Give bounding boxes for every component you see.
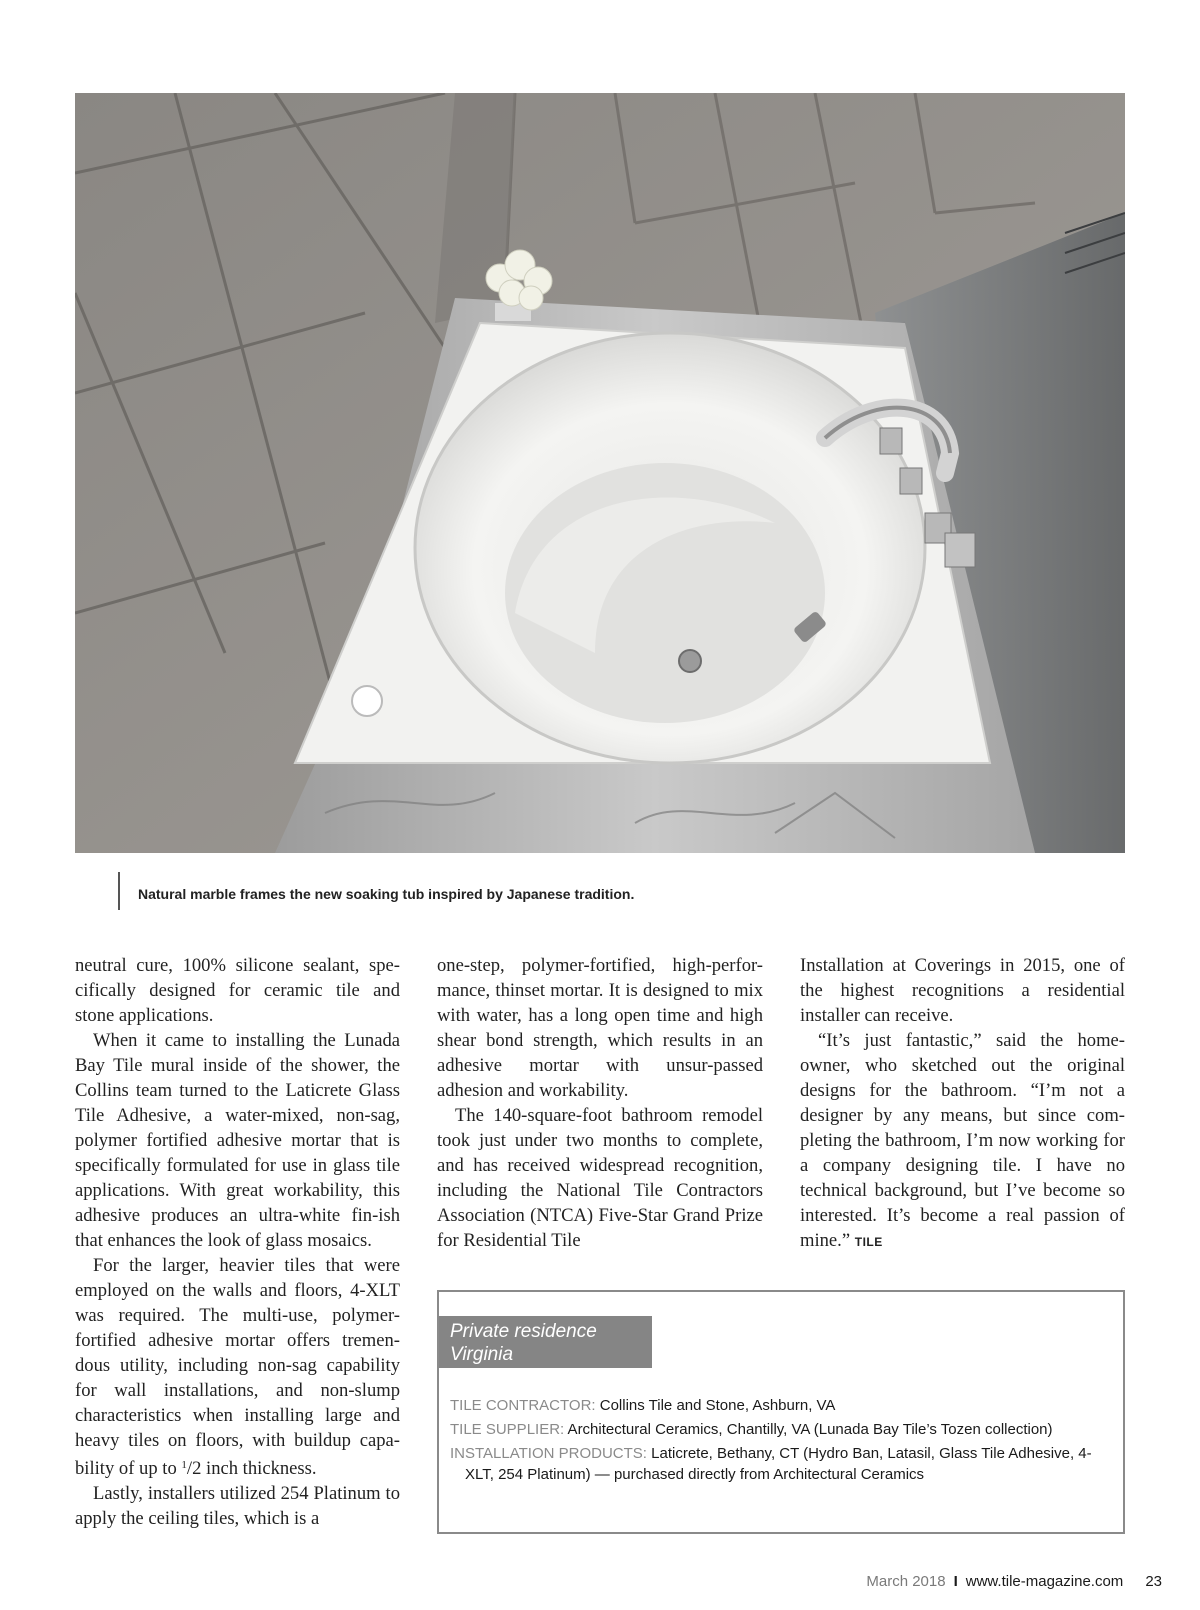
credit-item bbox=[450, 1443, 1110, 1485]
paragraph: The 140-square-foot bathroom remodel took just under two months to complete, and has received widespread recognition, including the National Tile Contractors Association (NTCA) Five-Star Grand Prize for Residential Tile bbox=[437, 1105, 763, 1251]
credit-label: TILE CONTRACTOR: bbox=[450, 1397, 596, 1414]
photo-caption: Natural marble frames the new soaking tub inspired by Japanese tradition. bbox=[118, 872, 634, 910]
paragraph-text: For the larger, heavier tiles that were employed on the walls and floors, 4-XLT was required. The multi-use, polymer-fortified adhesive mortar offers tremen-dous utility, including non-sag capability for wall installations, and non-slump characteristics when installing large and heavy tiles on floors, with buildup capa-bility of up to bbox=[75, 1255, 400, 1479]
heading-line-1: Private residence bbox=[450, 1321, 597, 1342]
issue-date: March 2018 bbox=[866, 1573, 946, 1590]
page-footer bbox=[866, 1573, 1162, 1590]
paragraph: one-step, polymer-fortified, high-perfor-mance, thinset mortar. It is designed to mix with water, has a long open time and high shear bond strength, which results in an adhesive mortar with unsur-passed adhesion and workability. bbox=[437, 955, 763, 1101]
project-credits-box bbox=[437, 1290, 1125, 1534]
credit-item bbox=[450, 1395, 1110, 1416]
end-mark: TILE bbox=[854, 1235, 883, 1249]
credits-list bbox=[450, 1395, 1110, 1488]
fraction-denominator: /2 bbox=[186, 1458, 202, 1479]
credit-item bbox=[450, 1419, 1110, 1440]
paragraph bbox=[75, 1253, 400, 1481]
soaking-tub-illustration bbox=[75, 93, 1125, 853]
footer-separator: I bbox=[953, 1573, 958, 1590]
paragraph: When it came to installing the Lunada Bay Tile mural inside of the shower, the Collins team turned to the Laticrete Glass Tile Adhesive, a water-mixed, non-sag, polymer fortified adhesive mortar that is specifically formulated for use in glass tile applications. With great workability, this adhesive produces an ultra-white fin-ish that enhances the look of glass mosaics. bbox=[75, 1030, 400, 1251]
article-column-1 bbox=[75, 953, 400, 1531]
credit-value: Laticrete, Bethany, CT (Hydro Ban, Latasil, Glass Tile Adhesive, 4-XLT, 254 Platinum) — purchased directly from Architectural Ceramics bbox=[465, 1445, 1092, 1483]
heading-line-2: Virginia bbox=[450, 1344, 514, 1365]
paragraph-text: “It’s just fantastic,” said the home-owner, who sketched out the original designs for the bathroom. “I’m not a designer by any means, but since com-pleting the bathroom, I’m now working for a company designing tile. I have no technical background, but I’ve become so interested. It’s become a real passion of mine.” bbox=[800, 1030, 1125, 1251]
credits-heading bbox=[439, 1316, 652, 1368]
credit-label: INSTALLATION PRODUCTS: bbox=[450, 1445, 647, 1462]
page-number: 23 bbox=[1145, 1573, 1162, 1590]
credit-label: TILE SUPPLIER: bbox=[450, 1421, 565, 1438]
credit-value: Architectural Ceramics, Chantilly, VA (Lunada Bay Tile’s Tozen collection) bbox=[564, 1421, 1053, 1438]
paragraph bbox=[800, 1028, 1125, 1255]
article-column-2 bbox=[437, 953, 763, 1253]
paragraph: Installation at Coverings in 2015, one of the highest recognitions a residential installer can receive. bbox=[800, 955, 1125, 1026]
website-url[interactable]: www.tile-magazine.com bbox=[965, 1573, 1124, 1590]
credit-value: Collins Tile and Stone, Ashburn, VA bbox=[595, 1397, 836, 1414]
bathroom-photo bbox=[75, 93, 1125, 853]
fraction-numerator: 1 bbox=[181, 1459, 187, 1471]
article-column-3 bbox=[800, 953, 1125, 1255]
paragraph-tail: inch thickness. bbox=[201, 1458, 317, 1479]
paragraph: neutral cure, 100% silicone sealant, spe-cifically designed for ceramic tile and stone applications. bbox=[75, 955, 400, 1026]
paragraph: Lastly, installers utilized 254 Platinum to apply the ceiling tiles, which is a bbox=[75, 1483, 400, 1529]
